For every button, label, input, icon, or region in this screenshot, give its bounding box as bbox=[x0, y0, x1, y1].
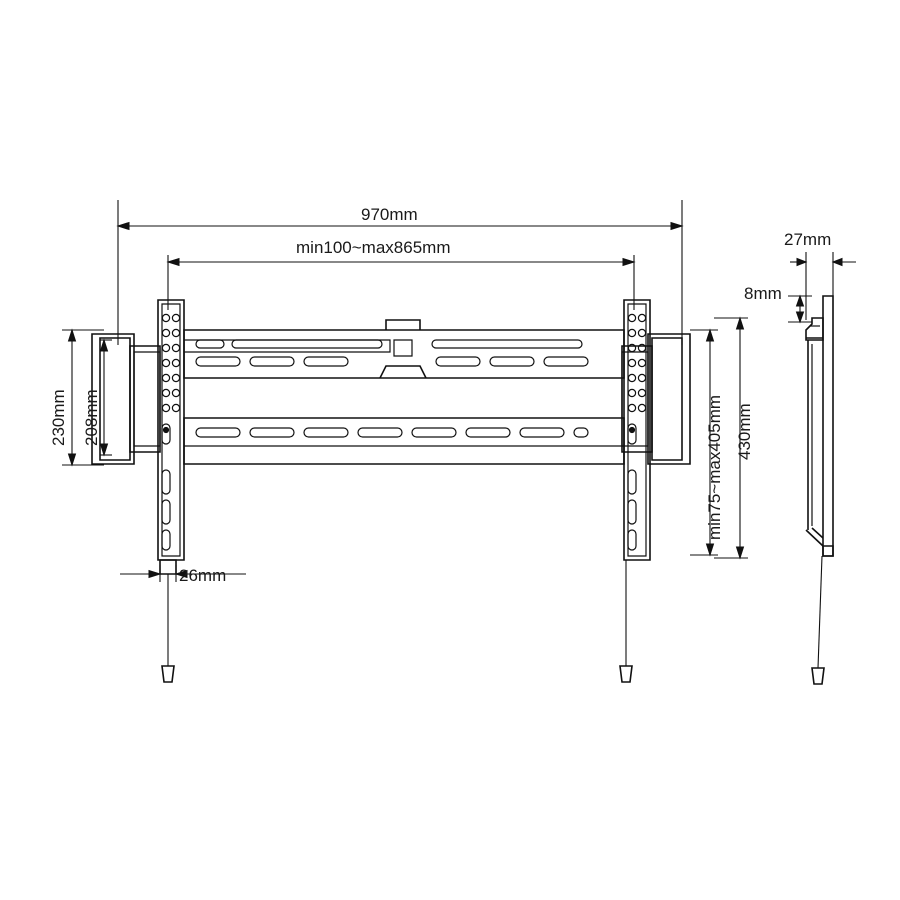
dimension-label-stud-span: min100~max865mm bbox=[296, 238, 451, 257]
dimension-label-bracket-depth: 26mm bbox=[179, 566, 227, 585]
side-view-bracket bbox=[806, 296, 833, 684]
dimension-label-wall-gap: 8mm bbox=[744, 284, 782, 303]
dimension-label-profile-depth: 27mm bbox=[784, 230, 832, 249]
dimension-label-plate-height-left: 208mm bbox=[82, 389, 101, 446]
dimension-label-vesa-vertical: min75~max405mm bbox=[705, 394, 724, 540]
dimension-label-overall-height-right: 430mm bbox=[735, 403, 754, 460]
dimension-line-gap-8 bbox=[788, 296, 812, 322]
dimension-label-overall-width: 970mm bbox=[361, 205, 418, 224]
dimension-label-overall-height-left: 230mm bbox=[49, 389, 68, 446]
front-view-bracket bbox=[92, 300, 690, 682]
